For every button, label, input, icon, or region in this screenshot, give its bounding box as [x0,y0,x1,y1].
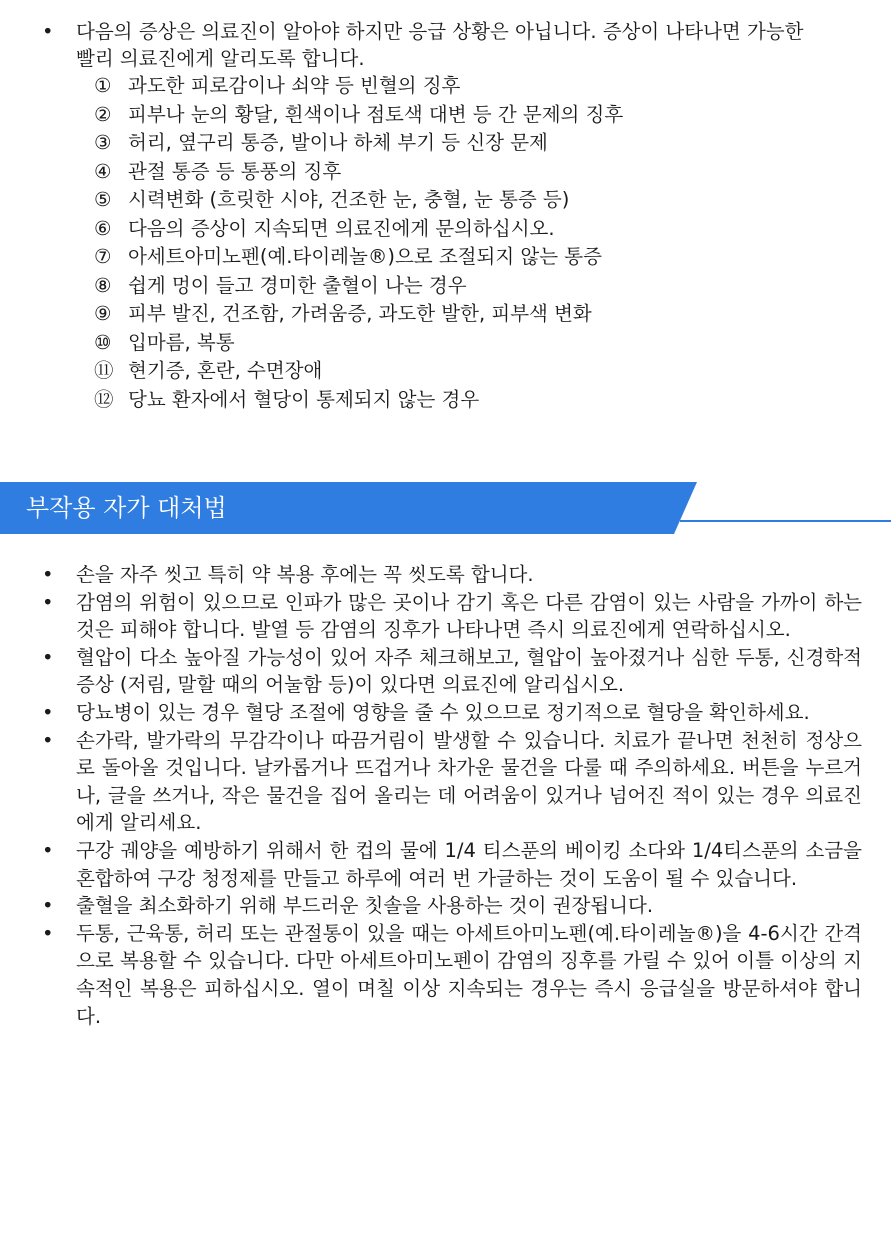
item-number: ⑩ [94,330,112,354]
item-number: ⑦ [94,245,112,268]
list-item [42,561,862,589]
item-number: ② [94,102,112,126]
bullet-mark: • [42,563,54,586]
numbered-item [94,357,862,386]
bullet-text: 두통, 근육통, 허리 또는 관절통이 있을 때는 아세트아미노펜(예.타이레놀®)을 4-6시간 간격으로 복용할 수 있습니다. 다만 아세트아미노펜이 감염의 징후를 가릴 수 있어 이틀 이상의 지속적인 복용은 피하십시오. 열이 며칠 이상 지속되는 경우는 즉시 응급실을 방문하셔야 합니다. [76,921,862,1028]
list-item [42,644,862,699]
item-number: ⑫ [94,387,114,411]
item-number: ⑪ [94,359,114,382]
bullet-mark: • [42,921,54,945]
section-header-banner [0,482,891,534]
bullet-mark: • [42,838,54,862]
numbered-item [94,300,862,329]
item-text: 현기증, 혼란, 수면장애 [128,359,323,382]
bullet-text: 손가락, 발가락의 무감각이나 따끔거림이 발생할 수 있습니다. 치료가 끝나면 천천히 정상으로 돌아올 것입니다. 날카롭거나 뜨겁거나 차가운 물건을 다룰 때 주의하세요. 버튼을 누르거나, 글을 쓰거나, 작은 물건을 집어 올리는 데 어려움이 있거나 넘어진 적이 있는 경우 의료진에게 알리세요. [76,728,862,835]
list-item [42,589,862,644]
item-text: 과도한 피로감이나 쇠약 등 빈혈의 징후 [128,74,461,97]
numbered-item [94,129,862,158]
self-care-bullet-list [42,561,862,1030]
list-item [42,727,862,837]
bullet-text: 손을 자주 씻고 특히 약 복용 후에는 꼭 씻도록 합니다. [76,563,534,586]
intro-line-2: 빨리 의료진에게 알리도록 합니다. [76,47,365,70]
item-number: ⑨ [94,302,112,325]
item-text: 아세트아미노펜(예.타이레놀®)으로 조절되지 않는 통증 [128,245,602,268]
numbered-item [94,186,862,215]
item-text: 관절 통증 등 통풍의 징후 [128,159,342,183]
numbered-item [94,72,862,101]
item-text: 입마름, 복통 [128,330,235,354]
item-number: ① [94,74,112,97]
numbered-item [94,386,862,415]
bullet-text: 감염의 위험이 있으므로 인파가 많은 곳이나 감기 혹은 다른 감염이 있는 사람을 가까이 하는 것은 피해야 합니다. 발열 등 감염의 징후가 나타나면 즉시 의료진에게 연락하십시오. [76,590,862,642]
bullet-mark: • [42,728,54,752]
intro-line-1: 다음의 증상은 의료진이 알아야 하지만 응급 상황은 아닙니다. 증상이 나타나면 가능한 [76,20,804,43]
item-text: 당뇨 환자에서 혈당이 통제되지 않는 경우 [128,387,480,411]
item-text: 다음의 증상이 지속되면 의료진에게 문의하십시오. [128,216,555,240]
numbered-item [94,272,862,301]
item-number: ⑧ [94,273,112,297]
bullet-mark: • [42,894,54,918]
item-text: 시력변화 (흐릿한 시야, 건조한 눈, 충혈, 눈 통증 등) [128,188,570,211]
item-text: 피부 발진, 건조함, 가려움증, 과도한 발한, 피부색 변화 [128,302,592,325]
symptom-notice-block [42,18,862,414]
item-number: ③ [94,131,112,154]
bullet-text: 출혈을 최소화하기 위해 부드러운 칫솔을 사용하는 것이 권장됩니다. [76,894,654,918]
bullet-text: 당뇨병이 있는 경우 혈당 조절에 영향을 줄 수 있으므로 정기적으로 혈당을 확인하세요. [76,700,810,724]
bullet-mark: • [42,700,54,724]
bullet-text: 혈압이 다소 높아질 가능성이 있어 자주 체크해보고, 혈압이 높아졌거나 심한 두통, 신경학적 증상 (저림, 말할 때의 어눌함 등)이 있다면 의료진에 알리십시오. [76,645,862,697]
list-item [42,920,862,1030]
list-item [42,699,862,727]
numbered-item [94,158,862,187]
item-number: ⑥ [94,216,112,240]
bullet-mark: • [42,590,54,614]
list-item [42,892,862,920]
item-text: 쉽게 멍이 들고 경미한 출혈이 나는 경우 [128,273,467,297]
numbered-item [94,101,862,130]
item-text: 피부나 눈의 황달, 흰색이나 점토색 대변 등 간 문제의 징후 [128,102,624,126]
bullet-text: 구강 궤양을 예방하기 위해서 한 컵의 물에 1/4 티스푼의 베이킹 소다와 1/4티스푼의 소금을 혼합하여 구강 청정제를 만들고 하루에 여러 번 가글하는 것이 도움이 될 수 있습니다. [76,838,862,890]
list-item [42,837,862,892]
intro-bullet [42,18,862,45]
item-number: ④ [94,159,112,183]
section-title: 부작용 자가 대처법 [26,494,227,522]
numbered-item [94,329,862,358]
bullet-mark: • [42,645,54,669]
numbered-symptom-list [42,72,862,414]
numbered-item [94,243,862,272]
numbered-item [94,215,862,244]
item-number: ⑤ [94,188,112,211]
item-text: 허리, 옆구리 통증, 발이나 하체 부기 등 신장 문제 [128,131,548,154]
bullet-mark: • [42,20,54,43]
